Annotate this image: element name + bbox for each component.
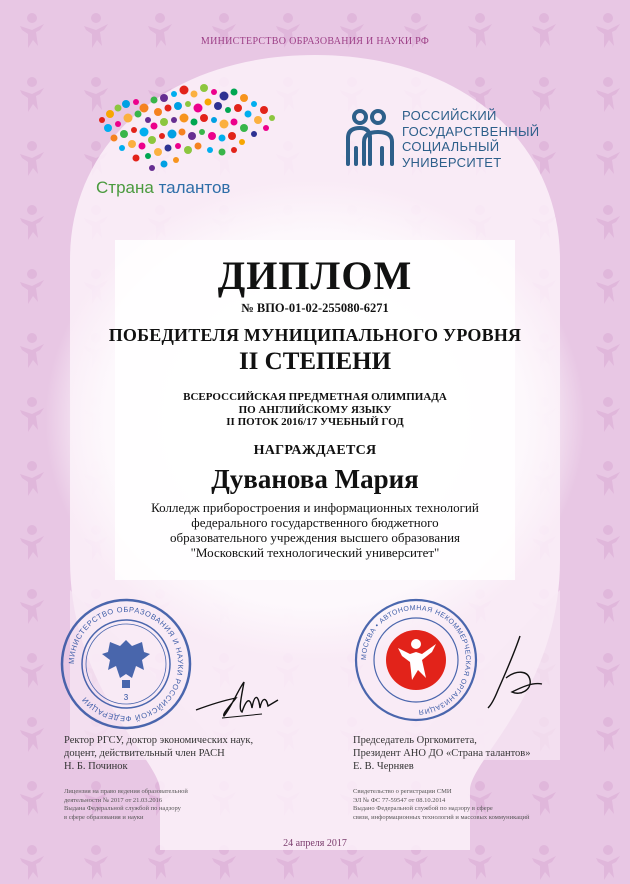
media-registration-info [353, 788, 530, 822]
registration-line: ЭЛ № ФС 77-59547 от 08.10.2014 [353, 796, 446, 804]
awarded-label: НАГРАЖДАЕТСЯ [253, 443, 377, 458]
rgsu-line: СОЦИАЛЬНЫЙ [402, 139, 500, 154]
organization-line: "Московский технологический университет" [190, 545, 440, 560]
strana-talantov-seal [352, 596, 480, 724]
signer-line: Е. В. Черняев [353, 761, 414, 772]
olympiad-line: ПО АНГЛИЙСКОМУ ЯЗЫКУ [238, 403, 392, 416]
registration-line: Выдано Федеральной службой по надзору в сфере [353, 805, 493, 812]
winner-line: ПОБЕДИТЕЛЯ МУНИЦИПАЛЬНОГО УРОВНЯ [108, 325, 522, 345]
signer-line: Президент АНО ДО «Страна талантов» [353, 748, 531, 759]
rgsu-wordmark [402, 108, 539, 170]
degree: II СТЕПЕНИ [238, 348, 392, 375]
license-line: деятельности № 2017 от 21.03.2016 [64, 796, 163, 804]
registration-line: связи, информационных технологий и массовых коммуникаций [353, 813, 530, 821]
left-seal-ring-text: МИНИСТЕРСТВО ОБРАЗОВАНИЯ И НАУКИ РОССИЙСКОЙ ФЕДЕРАЦИИ [66, 604, 186, 724]
rgsu-people-logo [342, 108, 398, 168]
rgsu-line: ГОСУДАРСТВЕННЫЙ [402, 123, 540, 139]
right-seal-ring-text: МОСКВА • АВТОНОМНАЯ НЕКОММЕРЧЕСКАЯ ОРГАНИЗАЦИЯ [360, 604, 472, 716]
organization-line: Колледж приборостроения и информационных технологий [151, 500, 479, 515]
signer-line: Ректор РГСУ, доктор экономических наук, [64, 735, 254, 746]
rgsu-line: УНИВЕРСИТЕТ [402, 154, 502, 170]
strana-word: Страна [96, 178, 154, 197]
license-info [64, 788, 188, 822]
ministry-header: МИНИСТЕРСТВО ОБРАЗОВАНИЯ И НАУКИ РФ [200, 36, 430, 47]
organization [0, 500, 630, 560]
organization-line: образовательного учреждения высшего образования [170, 530, 460, 545]
signer-line: Н. Б. Починок [64, 761, 128, 772]
license-line: Лицензия на право ведения образовательной [64, 788, 188, 795]
olympiad-line: II ПОТОК 2016/17 УЧЕБНЫЙ ГОД [226, 416, 404, 428]
talantov-word: талантов [158, 178, 231, 197]
olympiad-line: ВСЕРОССИЙСКАЯ ПРЕДМЕТНАЯ ОЛИМПИАДА [183, 391, 447, 403]
license-line: в сфере образования и науки [64, 813, 144, 821]
left-seal-number: 3 [123, 693, 129, 702]
rector-signer [64, 734, 253, 773]
strana-talantov-wordmark [96, 178, 230, 198]
organization-line: федерального государственного бюджетного [191, 515, 439, 530]
license-line: Выдана Федеральной службой по надзору [64, 805, 181, 812]
president-signature [480, 630, 550, 714]
recipient-name: Дуванова Мария [211, 464, 419, 494]
rgsu-line: РОССИЙСКИЙ [402, 108, 497, 123]
registration-line: Свидетельство о регистрации СМИ [353, 788, 452, 795]
olympiad-description [0, 391, 630, 429]
signer-line: доцент, действительный член РАСН [64, 748, 225, 759]
diploma-title: ДИПЛОМ [217, 253, 413, 298]
rector-signature [192, 670, 282, 726]
signer-line: Председатель Оргкомитета, [353, 735, 477, 746]
issue-date: 24 апреля 2017 [283, 838, 347, 849]
russian-eagle-seal [58, 596, 194, 732]
president-signer [353, 734, 531, 773]
diploma-number: № ВПО-01-02-255080-6271 [241, 301, 389, 315]
